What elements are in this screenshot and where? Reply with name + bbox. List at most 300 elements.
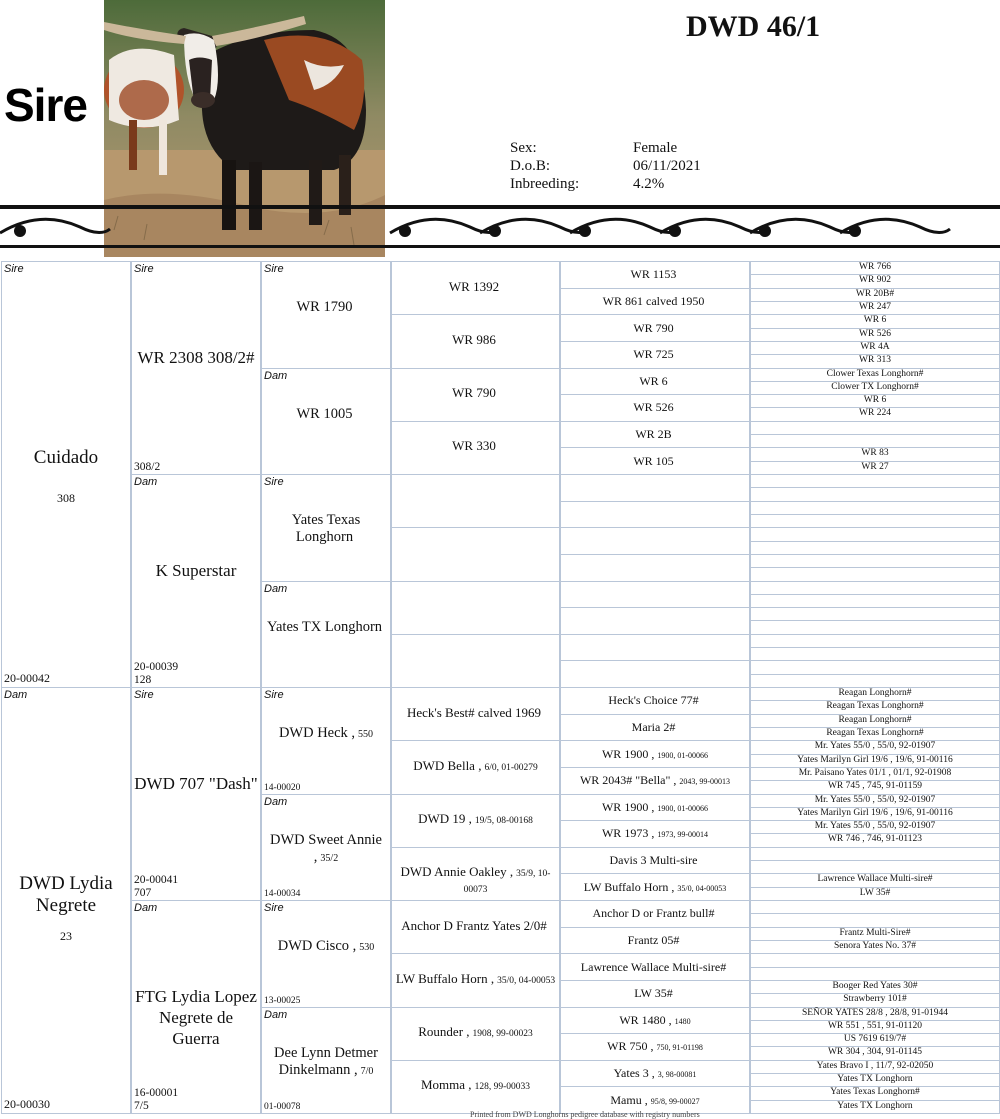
ancestor-name: WR 6: [863, 395, 887, 406]
ancestor-name: Reagan Texas Longhorn#: [826, 701, 924, 712]
ancestor-name: WR 745 , 745, 91-01159: [827, 781, 923, 792]
col6-cell[interactable]: [750, 620, 1000, 634]
ancestor-sub: 95/8, 99-00027: [650, 1096, 700, 1106]
registration-sub: 7/5: [134, 1100, 149, 1112]
col5-cell[interactable]: [560, 447, 750, 475]
col5-cell[interactable]: [560, 767, 750, 795]
ancestor-name: Strawberry 101#: [843, 994, 907, 1005]
col6-cell[interactable]: [750, 780, 1000, 794]
col5-cell[interactable]: [560, 527, 750, 555]
col6-cell[interactable]: [750, 913, 1000, 927]
ancestor-sub: 530: [359, 942, 375, 954]
ancestor-name: Yates Texas Longhorn#: [830, 1087, 920, 1098]
ancestor-name: [392, 493, 559, 509]
ancestor-name: [392, 919, 559, 935]
ancestor-name: Clower Texas Longhorn#: [826, 368, 924, 379]
section-heading: Sire: [4, 79, 87, 131]
ancestor-name: Booger Red Yates 30#: [832, 980, 918, 991]
col6-cell[interactable]: [750, 967, 1000, 981]
col5-cell[interactable]: [560, 554, 750, 582]
col6-cell[interactable]: [750, 1086, 1000, 1100]
col6-cell[interactable]: [750, 514, 1000, 528]
col6-cell[interactable]: [750, 660, 1000, 674]
ancestor-name-text: Lawrence Wallace Multi-sire#: [580, 959, 727, 974]
col4-cell[interactable]: [391, 794, 560, 848]
ancestor-name-text: WR 861 calved 1950: [602, 293, 705, 308]
col6-cell[interactable]: [750, 820, 1000, 834]
col5-cell[interactable]: [560, 740, 750, 768]
col6-cell[interactable]: [750, 740, 1000, 754]
col6-cell[interactable]: [750, 274, 1000, 288]
ancestor-name: [561, 987, 749, 1001]
col6-cell[interactable]: [750, 847, 1000, 861]
col5-cell[interactable]: [560, 1033, 750, 1061]
col6-cell[interactable]: [750, 1046, 1000, 1060]
col6-cell[interactable]: [750, 341, 1000, 355]
ancestor-name: SEÑOR YATES 28/8 , 28/8, 91-01944: [801, 1007, 949, 1018]
col6-cell[interactable]: [750, 754, 1000, 768]
sire-role-label: Sire: [264, 902, 284, 914]
registration-number: 20-00039: [134, 661, 179, 673]
col6-cell[interactable]: [750, 767, 1000, 781]
col2-cell[interactable]: [131, 687, 261, 901]
ancestor-name-text: Yates 3 ,: [613, 1066, 655, 1081]
ancestor-name: [392, 865, 559, 897]
ancestor-sub: 308: [57, 491, 75, 505]
col5-cell[interactable]: [560, 394, 750, 422]
footer-text: Printed from DWD Longhorns pedigree database with registry numbers: [470, 1110, 700, 1119]
ancestor-name: [262, 725, 390, 743]
ancestor-name: Yates TX Longhorn: [837, 1100, 913, 1111]
ancestor-name: [561, 748, 749, 762]
sire-role-label: Sire: [134, 263, 154, 275]
col4-cell[interactable]: [391, 581, 560, 635]
registration-number: 13-00025: [264, 995, 301, 1006]
col6-cell[interactable]: [750, 1007, 1000, 1021]
ancestor-name: [561, 295, 749, 309]
col6-cell[interactable]: [750, 807, 1000, 821]
col4-cell[interactable]: [391, 1060, 560, 1114]
ancestor-name: [392, 812, 559, 828]
col4-cell[interactable]: [391, 953, 560, 1007]
ancestor-name: [561, 268, 749, 282]
ancestor-name-text: WR 1153: [630, 267, 677, 282]
col3-cell[interactable]: [261, 368, 391, 476]
col6-cell[interactable]: [750, 900, 1000, 914]
col6-cell[interactable]: [750, 927, 1000, 941]
col5-cell[interactable]: [560, 314, 750, 342]
col6-cell[interactable]: [750, 714, 1000, 728]
ancestor-name: [392, 972, 559, 988]
registration-number: 20-00030: [4, 1097, 50, 1111]
ancestor-name-text: Anchor D or Frantz bull#: [592, 906, 715, 921]
col4-cell[interactable]: [391, 368, 560, 422]
ancestor-name-text: Heck's Choice 77#: [608, 693, 699, 708]
col1-dam-cell[interactable]: [1, 687, 131, 1114]
ancestor-name: [262, 619, 390, 637]
col5-cell[interactable]: [560, 634, 750, 662]
dam-role-label: Dam: [264, 582, 288, 595]
ancestor-name: [561, 375, 749, 389]
ancestor-name: Mr. Paisano Yates 01/1 , 01/1, 92-01908: [798, 767, 952, 778]
col6-cell[interactable]: [750, 394, 1000, 408]
ancestor-sub: 1908, 99-00023: [472, 1029, 533, 1040]
ancestor-name: [561, 588, 749, 602]
ancestor-name-text: DWD Cisco ,: [277, 938, 357, 955]
ancestor-name: WR 224: [859, 408, 891, 419]
ancestor-name: Lawrence Wallace Multi-sire#: [817, 874, 933, 885]
col6-cell[interactable]: [750, 474, 1000, 488]
col6-cell[interactable]: [750, 501, 1000, 515]
col6-cell[interactable]: [750, 634, 1000, 648]
dam-role-label: Dam: [134, 476, 158, 488]
ancestor-name-text: WR 1790: [296, 299, 353, 316]
ancestor-sub: 750, 91-01198: [656, 1043, 703, 1053]
ancestor-name-text: WR 790: [633, 320, 674, 335]
col6-cell[interactable]: [750, 434, 1000, 448]
sire-role-label: Sire: [264, 263, 284, 275]
ancestor-name: [561, 827, 749, 841]
col5-cell[interactable]: [560, 847, 750, 875]
registration-number: 14-00020: [264, 782, 301, 793]
col5-cell[interactable]: [560, 1060, 750, 1088]
ancestor-name-text: DWD Heck ,: [278, 725, 356, 742]
ancestor-name: Mr. Yates 55/0 , 55/0, 92-01907: [814, 794, 936, 805]
ancestor-name-text: WR 6: [639, 373, 668, 388]
col6-cell[interactable]: [750, 940, 1000, 954]
col3-cell[interactable]: [261, 900, 391, 1008]
col6-cell[interactable]: [750, 1073, 1000, 1087]
ancestor-name: [561, 774, 749, 788]
ancestor-name-text: WR 105: [633, 453, 674, 468]
col3-cell[interactable]: [261, 794, 391, 902]
ancestor-sub: 550: [358, 729, 374, 741]
ancestor-name-text: Yates TX Longhorn: [266, 618, 383, 635]
ancestor-name: WR 247: [859, 301, 891, 312]
ancestor-name: WR 551 , 551, 91-01120: [827, 1020, 923, 1031]
ancestor-sub: 1480: [674, 1016, 691, 1026]
ancestor-sub: 23: [60, 929, 72, 943]
ancestor-name-text: WR 526: [633, 400, 674, 415]
col6-cell[interactable]: [750, 368, 1000, 382]
col6-cell[interactable]: [750, 674, 1000, 688]
ancestor-name: [561, 322, 749, 336]
ancestor-name: [561, 348, 749, 362]
col6-cell[interactable]: [750, 700, 1000, 714]
ancestor-name: WR 6: [863, 315, 887, 326]
ancestor-name: [561, 694, 749, 708]
ancestor-sub: 7/0: [360, 1065, 374, 1077]
ancestor-name: Senora Yates No. 37#: [833, 940, 917, 951]
col6-cell[interactable]: [750, 314, 1000, 328]
ancestor-name: [392, 1078, 559, 1094]
ancestor-name: [561, 455, 749, 469]
col6-cell[interactable]: [750, 461, 1000, 475]
ancestor-name: WR 766: [859, 262, 891, 272]
registration-number: 16-00001: [134, 1087, 179, 1099]
ancestor-name: WR 746 , 746, 91-01123: [827, 834, 923, 845]
ancestor-name-text: Davis 3 Multi-sire: [609, 853, 698, 868]
col6-cell[interactable]: [750, 541, 1000, 555]
ancestor-sub: 2043, 99-00013: [679, 777, 731, 787]
ancestor-name: DWD Lydia Negrete: [19, 873, 113, 916]
col6-cell[interactable]: [750, 953, 1000, 967]
col6-cell[interactable]: [750, 794, 1000, 808]
sex-value: Female: [633, 140, 678, 156]
col4-cell[interactable]: [391, 421, 560, 475]
ancestor-name: WR 2308 308/2#: [137, 347, 255, 367]
col4-cell[interactable]: [391, 634, 560, 688]
ancestor-name: WR 902: [859, 275, 891, 286]
ancestor-name-text: WR 2B: [635, 427, 672, 442]
col6-cell[interactable]: [750, 567, 1000, 581]
ancestor-name: [561, 641, 749, 655]
ancestor-sub: 128, 99-00033: [474, 1082, 530, 1093]
sire-role-label: Sire: [264, 689, 284, 701]
ancestor-name: WR 20B#: [855, 288, 895, 299]
col5-cell[interactable]: [560, 581, 750, 609]
ancestor-name: [392, 386, 559, 402]
ancestor-name: Yates Bravo I , 11/7, 92-02050: [816, 1060, 934, 1071]
ancestor-name: [561, 801, 749, 815]
ancestor-name: [561, 1067, 749, 1081]
col2-cell[interactable]: [131, 474, 261, 688]
ancestor-name: [561, 907, 749, 921]
col6-cell[interactable]: [750, 301, 1000, 315]
ancestor-name-text: Mamu ,: [610, 1092, 648, 1107]
ancestor-name: DWD 707 "Dash": [134, 773, 258, 793]
ancestor-name: Reagan Texas Longhorn#: [826, 727, 924, 738]
col5-cell[interactable]: [560, 927, 750, 955]
col5-cell[interactable]: [560, 900, 750, 928]
col4-cell[interactable]: [391, 900, 560, 954]
ancestor-name: Frantz Multi-Sire#: [839, 927, 911, 938]
ancestor-name: Yates Marilyn Girl 19/6 , 19/6, 91-00116: [797, 754, 953, 765]
col5-cell[interactable]: [560, 687, 750, 715]
ancestor-name: [392, 652, 559, 668]
ancestor-name-text: Rounder ,: [418, 1024, 470, 1040]
col2-cell[interactable]: [131, 900, 261, 1114]
registration-number: 308/2: [134, 461, 161, 473]
col5-cell[interactable]: [560, 501, 750, 529]
col5-cell[interactable]: [560, 820, 750, 848]
registration-sub: 128: [134, 674, 152, 686]
dam-role-label: Dam: [264, 369, 288, 382]
ancestor-name-text: Anchor D Frantz Yates 2/0#: [401, 917, 547, 933]
ancestor-name-text: WR 1973 ,: [601, 826, 655, 841]
col4-cell[interactable]: [391, 527, 560, 581]
ancestor-sub: 35/9, 10-00073: [463, 869, 551, 896]
dam-role-label: Dam: [134, 902, 158, 914]
ancestor-name: [561, 508, 749, 522]
ancestor-name: [392, 546, 559, 562]
ancestor-name: Reagan Longhorn#: [838, 714, 912, 725]
col4-cell[interactable]: [391, 314, 560, 368]
col6-cell[interactable]: [750, 607, 1000, 621]
ancestor-name: [561, 1040, 749, 1054]
sire-role-label: Sire: [4, 263, 24, 275]
col5-cell[interactable]: [560, 474, 750, 502]
ancestor-name: [561, 934, 749, 948]
registration-number: 01-00078: [264, 1102, 301, 1112]
col5-cell[interactable]: [560, 714, 750, 742]
col3-cell[interactable]: [261, 1007, 391, 1115]
col6-cell[interactable]: [750, 527, 1000, 541]
col5-cell[interactable]: [560, 873, 750, 901]
col5-cell[interactable]: [560, 368, 750, 396]
col6-cell[interactable]: [750, 1060, 1000, 1074]
ancestor-name: [392, 1025, 559, 1041]
col5-cell[interactable]: [560, 1007, 750, 1035]
col6-cell[interactable]: [750, 381, 1000, 395]
ancestor-name-text: WR 2043# "Bella" ,: [579, 773, 677, 788]
ancestor-name-text: LW 35#: [634, 986, 673, 1001]
dam-role-label: Dam: [4, 689, 28, 701]
ancestor-name-text: WR 1005: [296, 405, 353, 422]
col4-cell[interactable]: [391, 474, 560, 528]
col6-cell[interactable]: [750, 687, 1000, 701]
inbreeding-value: 4.2%: [633, 176, 665, 192]
ancestor-sub: 35/0, 04-00053: [677, 883, 727, 893]
col6-cell[interactable]: [750, 1020, 1000, 1034]
ancestor-name: FTG Lydia Lopez Negrete de Guerra: [135, 986, 257, 1048]
ancestor-name-text: DWD Annie Oakley ,: [400, 864, 514, 880]
ancestor-name: [392, 439, 559, 455]
ancestor-name: [392, 706, 559, 722]
ancestor-sub: 3, 98-00081: [657, 1070, 697, 1080]
ancestor-name-text: DWD Bella ,: [413, 757, 482, 773]
col3-cell[interactable]: [261, 474, 391, 582]
col6-cell[interactable]: [750, 887, 1000, 901]
col5-cell[interactable]: [560, 421, 750, 449]
sire-role-label: Sire: [264, 476, 284, 488]
ancestor-name: Reagan Longhorn#: [838, 688, 912, 698]
col3-cell[interactable]: [261, 581, 391, 689]
ancestor-name-text: Frantz 05#: [627, 932, 680, 947]
ancestor-name: [561, 401, 749, 415]
ancestor-name-text: WR 986: [452, 331, 496, 347]
sire-role-label: Sire: [134, 689, 154, 701]
registration-number: 20-00041: [134, 874, 179, 886]
col6-cell[interactable]: [750, 993, 1000, 1007]
registration-number: 14-00034: [264, 889, 301, 899]
ancestor-name: WR 313: [859, 355, 891, 366]
col3-cell[interactable]: [261, 687, 391, 795]
decorative-scroll-band: [0, 205, 1000, 250]
ancestor-sub: 19/5, 08-00168: [474, 816, 533, 827]
col4-cell[interactable]: [391, 687, 560, 741]
ancestor-sub: 35/2: [320, 852, 339, 864]
col5-cell[interactable]: [560, 341, 750, 369]
ancestor-name-text: LW Buffalo Horn ,: [583, 879, 675, 894]
col5-cell[interactable]: [560, 953, 750, 981]
col6-cell[interactable]: [750, 647, 1000, 661]
ancestor-name: [262, 832, 390, 867]
col4-cell[interactable]: [391, 847, 560, 901]
ancestor-name-text: WR 1900 ,: [601, 799, 655, 814]
ancestor-name: Clower TX Longhorn#: [831, 381, 919, 392]
ancestor-sub: 6/0, 01-00279: [484, 762, 538, 773]
ancestor-sub: 1900, 01-00066: [657, 750, 708, 760]
col5-cell[interactable]: [560, 261, 750, 289]
ancestor-name: [561, 668, 749, 682]
ancestor-name: [561, 961, 749, 975]
col6-cell[interactable]: [750, 727, 1000, 741]
ancestor-name: Mr. Yates 55/0 , 55/0, 92-01907: [814, 821, 936, 832]
ancestor-sub: 35/0, 04-00053: [497, 975, 556, 986]
ancestor-name: [561, 614, 749, 628]
col6-cell[interactable]: [750, 980, 1000, 994]
ancestor-name: Yates TX Longhorn: [837, 1074, 913, 1085]
dam-role-label: Dam: [264, 1008, 288, 1021]
col6-cell[interactable]: [750, 1033, 1000, 1047]
ancestor-name-text: WR 750 ,: [607, 1039, 654, 1054]
ancestor-name-text: Heck's Best# calved 1969: [406, 704, 542, 720]
col6-cell[interactable]: [750, 594, 1000, 608]
col6-cell[interactable]: [750, 554, 1000, 568]
ancestor-name-text: Dee Lynn Detmer Dinkelmann ,: [274, 1044, 378, 1078]
ancestor-name: [561, 561, 749, 575]
ancestor-name: [561, 428, 749, 442]
ancestor-name-text: DWD 19 ,: [418, 811, 472, 827]
col6-cell[interactable]: [750, 354, 1000, 368]
col3-cell[interactable]: [261, 261, 391, 369]
col5-cell[interactable]: [560, 660, 750, 688]
col6-cell[interactable]: [750, 261, 1000, 275]
ancestor-name: [561, 1014, 749, 1028]
col5-cell[interactable]: [560, 607, 750, 635]
ancestor-name: [262, 406, 390, 424]
col5-cell[interactable]: [560, 288, 750, 316]
ancestor-name: LW 35#: [859, 887, 891, 898]
col4-cell[interactable]: [391, 261, 560, 315]
ancestor-name-text: Maria 2#: [631, 719, 676, 734]
col6-cell[interactable]: [750, 328, 1000, 342]
ancestor-name: [262, 512, 390, 547]
ancestor-name: [262, 299, 390, 317]
col6-cell[interactable]: [750, 421, 1000, 435]
col4-cell[interactable]: [391, 1007, 560, 1061]
ancestor-name: [561, 1094, 749, 1108]
ancestor-sub: 1900, 01-00066: [657, 803, 708, 813]
dam-role-label: Dam: [264, 795, 288, 808]
col5-cell[interactable]: [560, 980, 750, 1008]
col6-cell[interactable]: [750, 288, 1000, 302]
col6-cell[interactable]: [750, 581, 1000, 595]
col2-cell[interactable]: [131, 261, 261, 475]
ancestor-name: US 7619 619/7#: [843, 1034, 907, 1045]
ancestor-name: [561, 721, 749, 735]
col1-sire-cell[interactable]: [1, 261, 131, 688]
col6-cell[interactable]: [750, 873, 1000, 887]
ancestor-name: Cuidado: [33, 447, 99, 468]
ancestor-name: [392, 599, 559, 615]
ancestor-name: [262, 938, 390, 956]
ancestor-name: [262, 1045, 390, 1080]
col6-cell[interactable]: [750, 860, 1000, 874]
col4-cell[interactable]: [391, 740, 560, 794]
col6-cell[interactable]: [750, 833, 1000, 847]
ancestor-name-text: Yates Texas Longhorn: [291, 512, 361, 546]
ancestor-name: [561, 535, 749, 549]
col5-cell[interactable]: [560, 794, 750, 822]
ancestor-name-text: WR 1900 ,: [601, 746, 655, 761]
col6-cell[interactable]: [750, 487, 1000, 501]
col6-cell[interactable]: [750, 447, 1000, 461]
ancestor-name-text: WR 1480 ,: [619, 1012, 672, 1027]
col6-cell[interactable]: [750, 407, 1000, 421]
inbreeding-label: Inbreeding:: [510, 176, 580, 192]
